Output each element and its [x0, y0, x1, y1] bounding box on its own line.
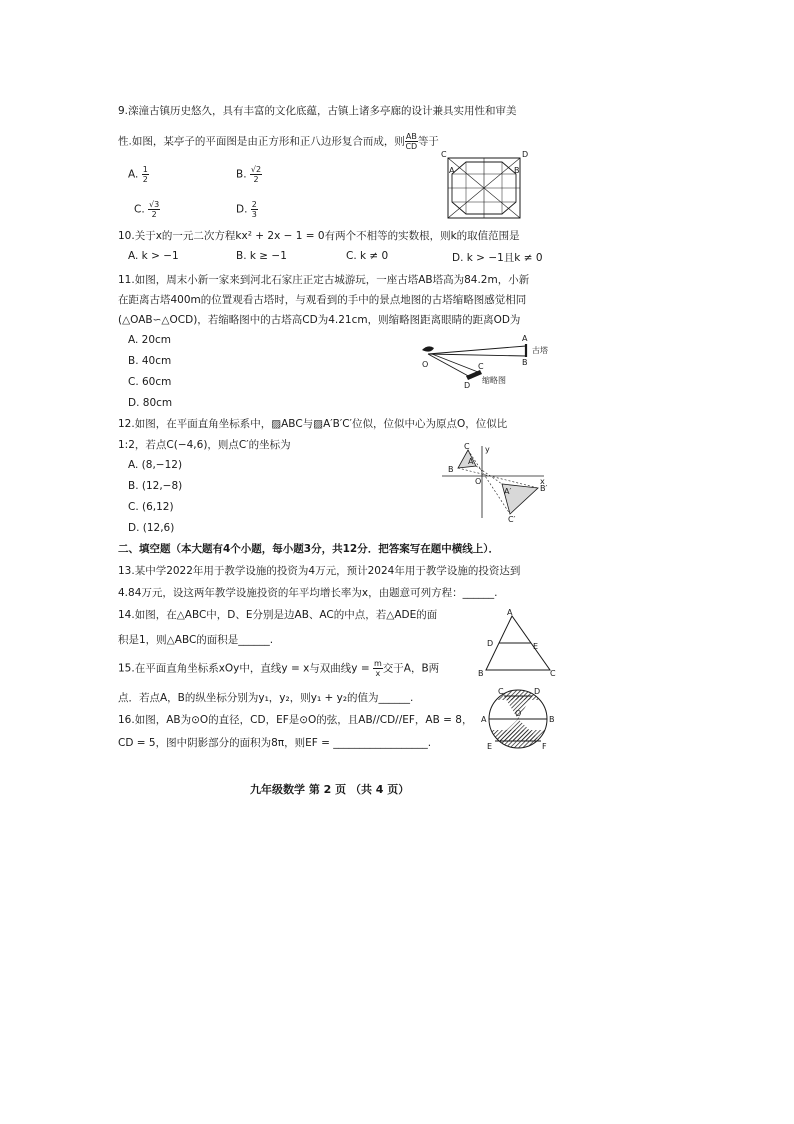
- q10-option-c[interactable]: C. k ≠ 0: [346, 250, 389, 262]
- q16-fig-label-e: E: [487, 742, 493, 751]
- q9-b-den: 2: [253, 175, 259, 184]
- q14-line2: 积是1，则△ABC的面积是______.: [118, 634, 274, 646]
- q9-line2-pre: 性.如图，某亭子的平面图是由正方形和正八边形复合而成，则: [118, 135, 405, 148]
- q15-frac-num: m: [373, 659, 382, 668]
- section2-heading: 二、填空题（本大题有4个小题，每小题3分，共12分．把答案写在题中横线上）．: [118, 543, 499, 555]
- q11-fig-label-c: C: [478, 362, 484, 371]
- q10-option-d[interactable]: D. k > −1且k ≠ 0: [452, 252, 543, 264]
- q9-option-b[interactable]: [236, 165, 262, 184]
- q14-triangle-figure: [478, 608, 558, 678]
- q9-fig-label-a: A: [449, 166, 455, 175]
- q12-fig-label-o: O: [475, 477, 482, 486]
- q16-line2: CD = 5，图中阴影部分的面积为8π，则EF = __________________.: [118, 737, 432, 749]
- q9-a-num: 1: [142, 165, 148, 174]
- q14-fig-label-b: B: [478, 669, 484, 678]
- q9-line1: 9.滦潼古镇历史悠久，具有丰富的文化底蕴，古镇上诸多亭廊的设计兼具实用性和审美: [118, 105, 517, 117]
- q12-fig-label-b: B: [448, 465, 454, 474]
- q11-map: [466, 370, 482, 380]
- q11-line2: 在距离古塔400m的位置观看古塔时，与观看到的手中的景点地图的古塔缩略图感觉相同: [118, 294, 527, 306]
- q12-coordinate-figure: [440, 442, 550, 522]
- q12-fig-label-b-prime: B′: [540, 484, 548, 493]
- q11-option-d[interactable]: D. 80cm: [128, 397, 173, 409]
- q11-fig-label-d: D: [464, 381, 471, 390]
- q9-a-den: 2: [142, 175, 148, 184]
- q14-fig-label-e: E: [533, 642, 539, 651]
- q9-frac-num: AB: [405, 132, 417, 141]
- q9-option-b-label: B.: [236, 168, 247, 181]
- q12-fig-label-a-prime: A′: [504, 487, 512, 496]
- q12-line2: 1:2，若点C(−4,6)，则点C′的坐标为: [118, 439, 291, 451]
- page-footer: 九年级数学 第 2 页 （共 4 页）: [250, 783, 410, 796]
- q11-line-oc: [432, 354, 478, 372]
- q12-fig-label-c-prime: C′: [508, 515, 516, 524]
- q9-option-c[interactable]: [134, 200, 160, 219]
- q9-option-d[interactable]: [236, 200, 258, 219]
- q11-line-od: [428, 354, 472, 378]
- q9-line2: [118, 132, 439, 151]
- q10-stem: 10.关于x的一元二次方程kx² + 2x − 1 = 0有两个不相等的实数根，则k的取值范围是: [118, 230, 520, 242]
- q9-fig-label-b: B: [514, 166, 520, 175]
- q9-option-d-label: D.: [236, 203, 248, 216]
- q12-option-d[interactable]: D. (12,6): [128, 522, 175, 534]
- q10-option-a[interactable]: A. k > −1: [128, 250, 179, 262]
- q16-fig-label-b: B: [549, 715, 555, 724]
- q9-option-c-label: C.: [134, 203, 145, 216]
- q16-line1: 16.如图，AB为⊙O的直径，CD，EF是⊙O的弦，且AB//CD//EF，AB = 8，: [118, 714, 473, 726]
- q12-fig-label-c: C: [464, 442, 470, 451]
- q9-c-num: √3: [149, 200, 160, 209]
- q14-line1: 14.如图，在△ABC中，D、E分别是边AB、AC的中点，若△ADE的面: [118, 609, 438, 621]
- q9-option-a[interactable]: [128, 165, 149, 184]
- q11-tower-figure: [418, 330, 568, 390]
- q15-line1-post: 交于A，B两: [382, 662, 440, 675]
- q9-d-den: 3: [251, 210, 257, 219]
- q9-option-c-frac: [148, 200, 160, 219]
- q9-fraction: [405, 132, 418, 151]
- q15-line1-pre: 15.在平面直角坐标系xOy中，直线y = x与双曲线y =: [118, 662, 373, 675]
- q16-fig-label-d: D: [534, 687, 541, 696]
- q14-fig-label-c: C: [550, 669, 556, 678]
- q15-line1: [118, 659, 439, 678]
- q9-d-num: 2: [251, 200, 257, 209]
- q12-option-c[interactable]: C. (6,12): [128, 501, 174, 513]
- q12-fig-label-x: x: [540, 477, 545, 486]
- q9-fig-label-d: D: [522, 150, 529, 159]
- q9-pavilion-figure: [440, 152, 530, 224]
- q12-line1: 12.如图，在平面直角坐标系中，▨ABC与▨A′B′C′位似，位似中心为原点O，位似比: [118, 418, 508, 430]
- q11-line3: (△OAB∽△OCD)，若缩略图中的古塔高CD为4.21cm，则缩略图距离眼睛的距离OD为: [118, 314, 521, 326]
- q16-fig-label-f: F: [542, 742, 547, 751]
- q9-option-d-frac: [251, 200, 258, 219]
- q9-option-b-frac: [250, 165, 262, 184]
- q13-line2: 4.84万元，设这两年教学设施投资的年平均增长率为x，由题意可列方程：______.: [118, 587, 498, 599]
- q16-circle-figure: [478, 686, 558, 754]
- q12-option-b[interactable]: B. (12,−8): [128, 480, 183, 492]
- q9-c-den: 2: [151, 210, 157, 219]
- q12-fig-label-a: A: [468, 457, 474, 466]
- q13-line1: 13.某中学2022年用于教学设施的投资为4万元，预计2024年用于教学设施的投资达到: [118, 565, 521, 577]
- q12-option-a[interactable]: A. (8,−12): [128, 459, 183, 471]
- q11-eye-icon: [422, 346, 434, 351]
- q15-fraction: [373, 659, 383, 678]
- q9-fig-label-c: C: [441, 150, 447, 159]
- q12-dash-bb: [458, 468, 538, 488]
- q11-option-b[interactable]: B. 40cm: [128, 355, 172, 367]
- q9-option-a-label: A.: [128, 168, 139, 181]
- q11-option-c[interactable]: C. 60cm: [128, 376, 172, 388]
- q11-line-ob: [428, 354, 526, 356]
- q14-fig-label-a: A: [507, 608, 513, 617]
- q9-b-num: √2: [250, 165, 262, 174]
- q12-fig-label-y: y: [485, 445, 490, 454]
- q14-fig-label-d: D: [487, 639, 494, 648]
- q11-fig-label-b: B: [522, 358, 528, 367]
- q11-fig-label-map: 缩略图: [482, 376, 506, 385]
- q16-fig-label-c: C: [498, 687, 504, 696]
- q9-line2-post: 等于: [417, 135, 439, 148]
- q16-fig-label-o: O: [515, 709, 522, 718]
- q15-line2: 点．若点A，B的纵坐标分别为y₁，y₂，则y₁ + y₂的值为______.: [118, 692, 414, 704]
- q11-option-a[interactable]: A. 20cm: [128, 334, 172, 346]
- q9-frac-den: CD: [405, 142, 418, 151]
- q11-fig-label-tower: 古塔: [532, 346, 548, 355]
- q11-line-oa: [428, 346, 526, 354]
- q16-fig-label-a: A: [481, 715, 487, 724]
- q9-option-a-frac: [142, 165, 149, 184]
- q15-frac-den: x: [375, 669, 381, 678]
- q11-line1: 11.如图，周末小新一家来到河北石家庄正定古城游玩，一座古塔AB塔高为84.2m，小新: [118, 274, 530, 286]
- q11-fig-label-o: O: [422, 360, 429, 369]
- q10-option-b[interactable]: B. k ≥ −1: [236, 250, 287, 262]
- q11-fig-label-a: A: [522, 334, 528, 343]
